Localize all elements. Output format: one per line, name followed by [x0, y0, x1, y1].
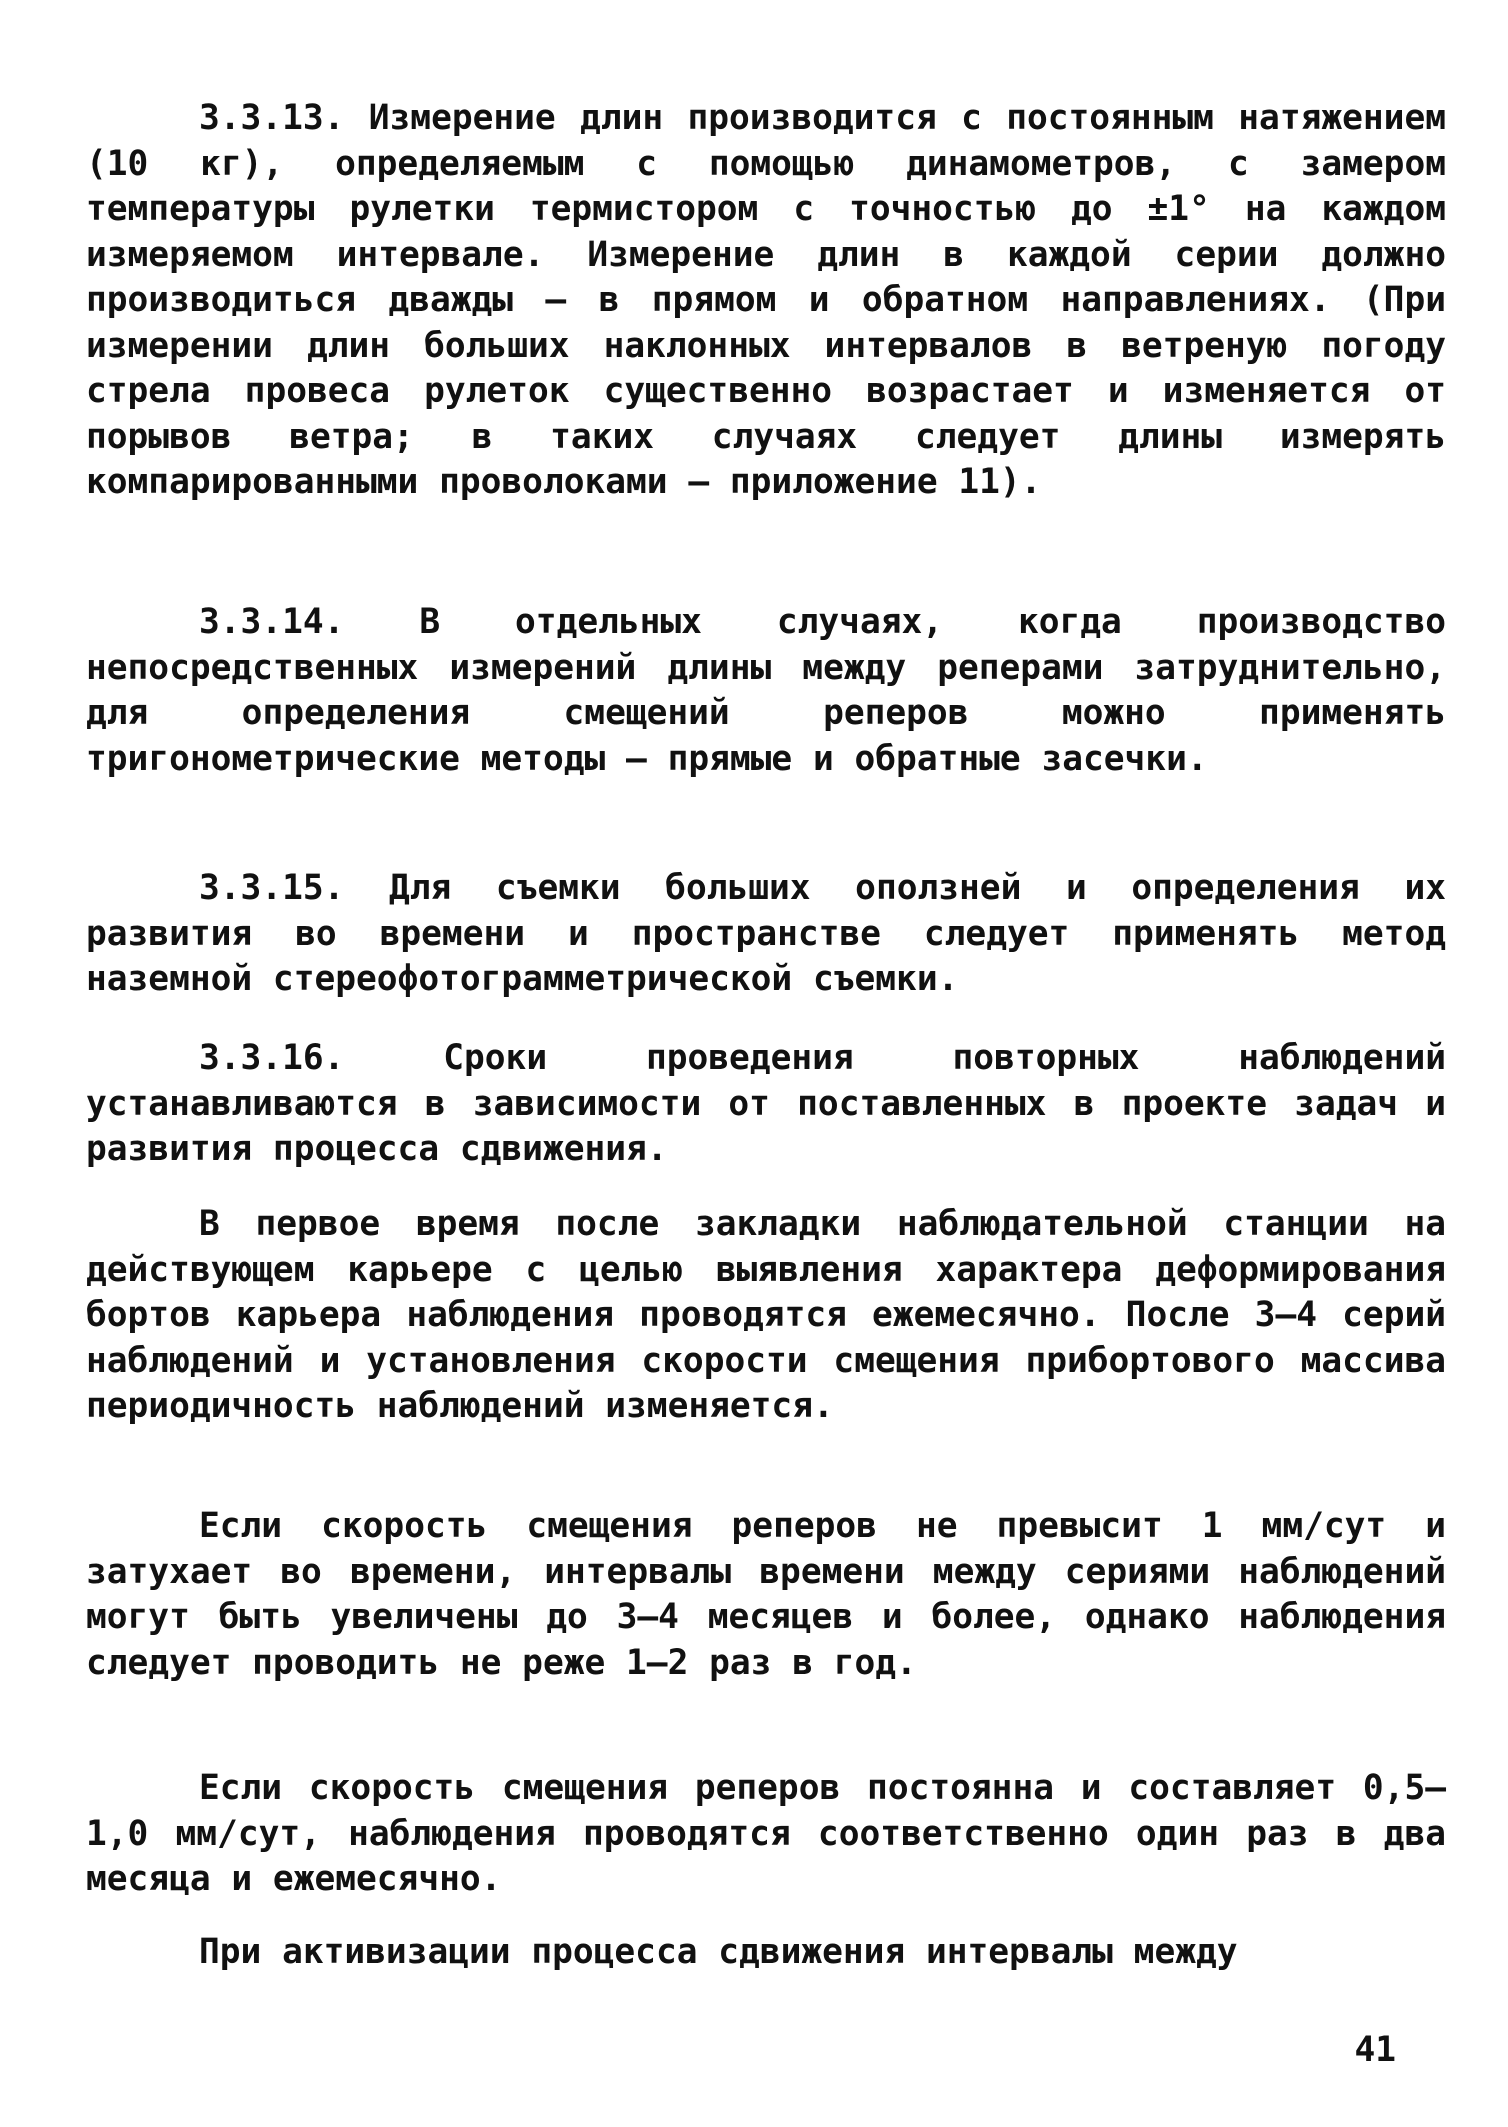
paragraph-slow-displacement: Если скорость смещения реперов не превысит 1 мм/сут и затухает во времени, интервалы времени между сериями наблюдений могут быть увеличены до 3–4 месяцев и более, однако наблюдения следует проводить не реже 1–2 раз в год.: [86, 1506, 1446, 1683]
paragraph-3-3-16: 3.3.16. Сроки проведения повторных наблюдений устанавливаются в зависимости от поставленных в проекте задач и развития процесса сдвижения.: [86, 1038, 1446, 1169]
paragraph-constant-displacement: Если скорость смещения реперов постоянна и составляет 0,5–1,0 мм/сут, наблюдения проводятся соответственно один раз в два месяца и ежемесячно.: [86, 1768, 1446, 1899]
page-number: 41: [1354, 2030, 1396, 2070]
paragraph-3-3-14: 3.3.14. В отдельных случаях, когда производство непосредственных измерений длины между реперами затруднительно, для определения смещений реперов можно применять тригонометрические методы – прямые и обратные засечки.: [86, 602, 1446, 779]
paragraph-3-3-15: 3.3.15. Для съемки больших оползней и определения их развития во времени и пространстве следует применять метод наземной стереофотограмметрической съемки.: [86, 868, 1446, 999]
paragraph-initial-observations: В первое время после закладки наблюдательной станции на действующем карьере с целью выявления характера деформирования бортов карьера наблюдения проводятся ежемесячно. После 3–4 серий наблюдений и установления скорости смещения прибортового массива периодичность наблюдений изменяется.: [86, 1204, 1446, 1426]
paragraph-3-3-13: 3.3.13. Измерение длин производится с постоянным натяжением (10 кг), определяемым с помощью динамометров, с замером температуры рулетки термистором с точностью до ±1° на каждом измеряемом интервале. Измерение длин в каждой серии должно производиться дважды – в прямом и обратном направлениях. (При измерении длин больших наклонных интервалов в ветреную погоду стрела провеса рулеток существенно возрастает и изменяется от порывов ветра; в таких случаях следует длины измерять компарированными проволоками – приложение 11).: [86, 98, 1446, 502]
paragraph-activation: При активизации процесса сдвижения интервалы между: [199, 1932, 1238, 1972]
